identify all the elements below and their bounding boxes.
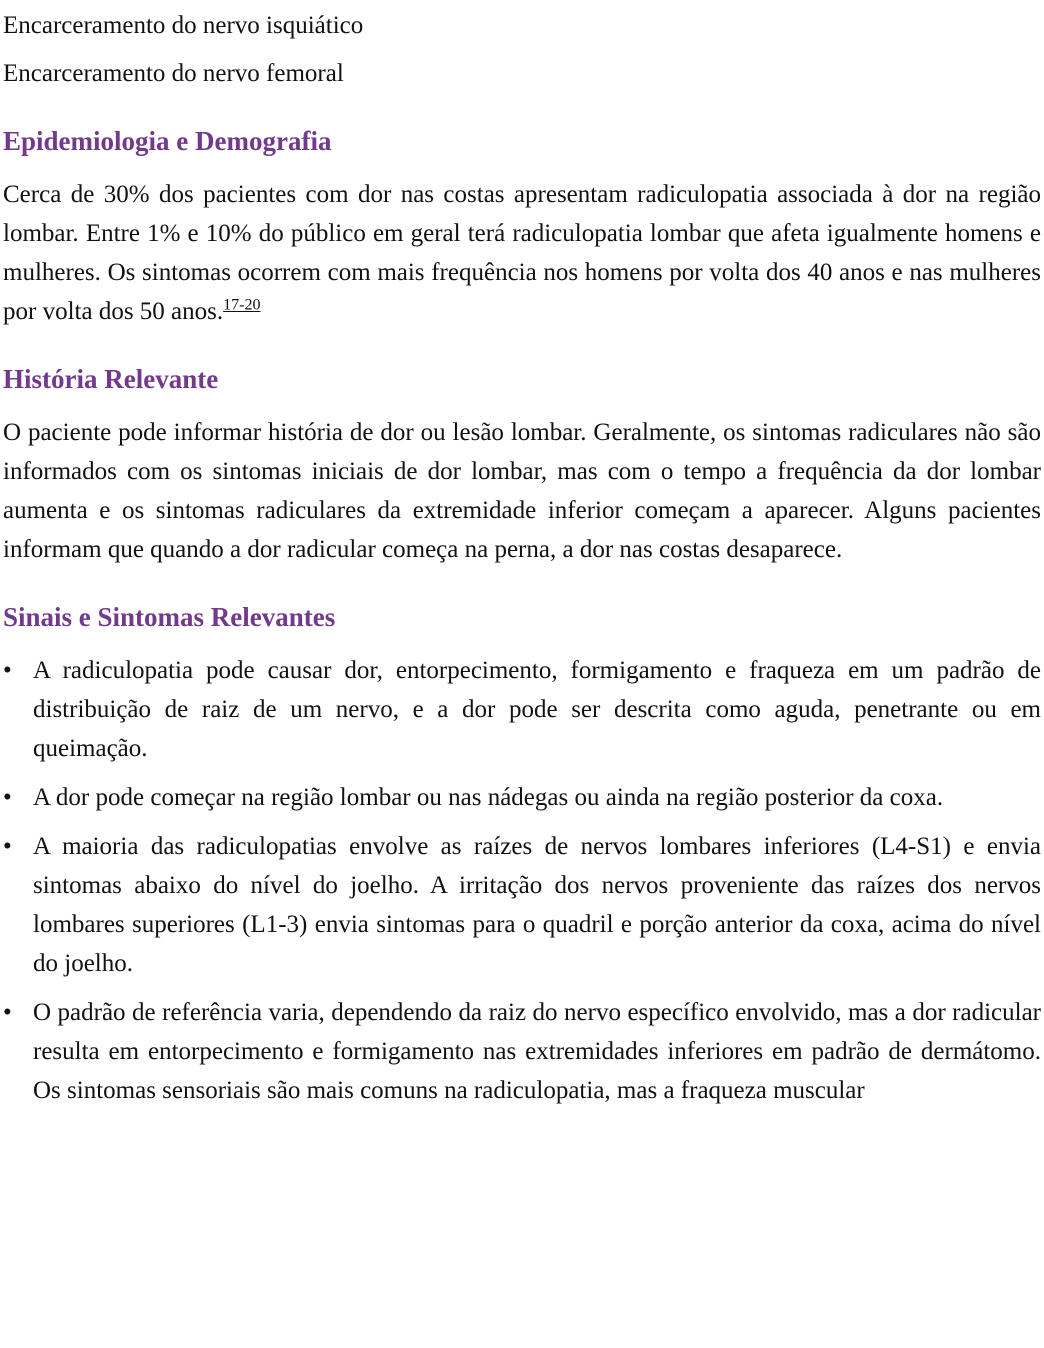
citation-reference-link[interactable]: 17-20 — [223, 296, 261, 314]
heading-epidemiologia: Epidemiologia e Demografia — [3, 126, 332, 156]
bullet-item-pain-origin — [3, 778, 1041, 817]
bullet-marker: • — [3, 999, 12, 1026]
bullet-text: A dor pode começar na região lombar ou nas nádegas ou ainda na região posterior da coxa. — [33, 784, 944, 811]
list-item-femoral-nerve: Encarceramento do nervo femoral — [3, 60, 344, 87]
bullet-item-nerve-roots — [3, 827, 1041, 983]
bullet-marker: • — [3, 833, 12, 860]
heading-sinais-sintomas: Sinais e Sintomas Relevantes — [3, 602, 336, 632]
paragraph-epidemiologia — [3, 175, 1041, 331]
bullet-item-referral-pattern — [3, 993, 1041, 1110]
bullet-text: O padrão de referência varia, dependendo da raiz do nervo específico envolvido, mas a dor radicular resulta em entorpecimento e formigamento nas extremidades inferiores em padrão de dermátomo. Os sintomas sensoriais são mais comuns na radiculopatia, mas a fraqueza muscular — [33, 999, 1041, 1104]
bullet-item-radiculopatia-pain — [3, 651, 1041, 768]
bullet-text: A radiculopatia pode causar dor, entorpecimento, formigamento e fraqueza em um padrão de distribuição de raiz de um nervo, e a dor pode ser descrita como aguda, penetrante ou em queimação. — [33, 657, 1041, 762]
bullet-marker: • — [3, 657, 12, 684]
paragraph-epidemiologia-text: Cerca de 30% dos pacientes com dor nas costas apresentam radiculopatia associada à dor na região lombar. Entre 1% e 10% do público em geral terá radiculopatia lombar que afeta igualmente homens e mulheres. Os sintomas ocorrem com mais frequência nos homens por volta dos 40 anos e nas mulheres por volta dos 50 anos. — [3, 181, 1041, 325]
symptoms-bullet-list — [3, 651, 1041, 1110]
list-item-sciatic-nerve: Encarceramento do nervo isquiático — [3, 12, 364, 39]
bullet-marker: • — [3, 784, 12, 811]
bullet-text: A maioria das radiculopatias envolve as raízes de nervos lombares inferiores (L4-S1) e envia sintomas abaixo do nível do joelho. A irritação dos nervos proveniente das raízes dos nervos lombares superiores (L1-3) envia sintomas para o quadril e porção anterior da coxa, acima do nível do joelho. — [33, 833, 1041, 977]
heading-historia-relevante: História Relevante — [3, 364, 219, 394]
paragraph-historia-relevante: O paciente pode informar história de dor ou lesão lombar. Geralmente, os sintomas radiculares não são informados com os sintomas iniciais de dor lombar, mas com o tempo a frequência da dor lombar aumenta e os sintomas radiculares da extremidade inferior começam a aparecer. Alguns pacientes informam que quando a dor radicular começa na perna, a dor nas costas desaparece. — [3, 419, 1041, 563]
